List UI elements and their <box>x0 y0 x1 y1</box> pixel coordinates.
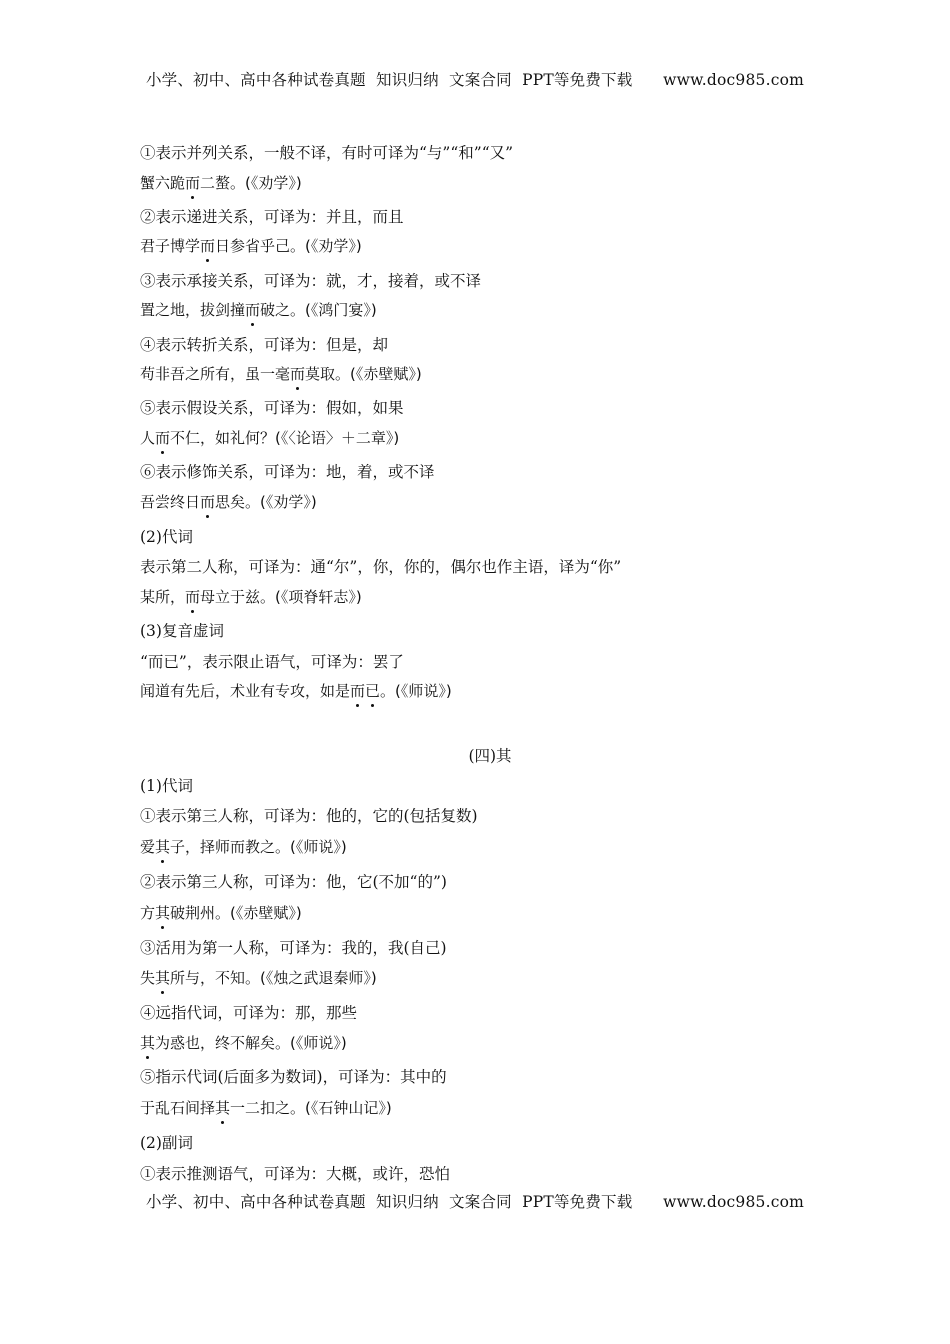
definition-line <box>140 270 481 292</box>
definition-line <box>140 805 478 827</box>
text-segment: 日参省乎己。(《劝学》) <box>215 237 362 255</box>
definition-line <box>140 1163 450 1185</box>
text-segment: (2)代词 <box>140 528 193 546</box>
text-segment: ④远指代词，可译为：那，那些 <box>140 1004 358 1022</box>
text-segment: 不仁，如礼何？(《〈论语〉＋二章》) <box>170 429 400 447</box>
example-line <box>140 680 452 702</box>
definition-line <box>140 334 388 356</box>
emphasized-char: 而 <box>290 365 306 383</box>
definition-line <box>140 526 193 548</box>
emphasized-char: 其 <box>155 904 171 922</box>
text-segment: ①表示第三人称，可译为：他的，它的(包括复数) <box>140 807 478 825</box>
definition-line <box>140 206 404 228</box>
emphasized-char: 而 <box>200 237 216 255</box>
text-segment: 思矣。(《劝学》) <box>215 493 317 511</box>
text-segment: 子，择师而教之。(《师说》) <box>170 838 347 856</box>
text-segment: 于乱石间择 <box>140 1099 216 1117</box>
text-segment: 破荆州。(《赤壁赋》) <box>170 904 302 922</box>
text-segment: ③表示承接关系，可译为：就，才，接着，或不译 <box>140 272 482 290</box>
emphasized-char: 而 <box>350 682 366 700</box>
section-title: (四)其 <box>468 747 512 765</box>
page-footer: 小学、初中、高中各种试卷真题 知识归纳 文案合同 PPT等免费下载 www.doc985.com <box>145 1193 805 1211</box>
text-segment: “而已”，表示限止语气，可译为：罢了 <box>140 653 404 671</box>
text-segment: ④表示转折关系，可译为：但是，却 <box>140 336 389 354</box>
example-line <box>140 967 377 989</box>
emphasized-char: 而 <box>155 429 171 447</box>
text-segment: 母立于兹。(《项脊轩志》) <box>200 588 362 606</box>
text-segment: ⑤指示代词(后面多为数词)，可译为：其中的 <box>140 1068 447 1086</box>
text-segment: ②表示第三人称，可译为：他，它(不加“的”) <box>140 873 447 891</box>
page-header: 小学、初中、高中各种试卷真题 知识归纳 文案合同 PPT等免费下载 www.doc985.com <box>145 71 805 89</box>
text-segment: 人 <box>140 429 156 447</box>
text-segment: 失 <box>140 969 156 987</box>
text-segment: 闻道有先后，术业有专攻，如是 <box>140 682 351 700</box>
example-line <box>140 491 317 513</box>
definition-line <box>140 1132 193 1154</box>
text-segment: ①表示并列关系，一般不译，有时可译为“与”“和”“又” <box>140 144 514 162</box>
text-segment: ③活用为第一人称，可译为：我的，我(自己) <box>140 939 447 957</box>
definition-line <box>140 461 435 483</box>
text-segment: 为惑也，终不解矣。(《师说》) <box>155 1034 347 1052</box>
example-line <box>140 299 377 321</box>
text-segment: 二螯。(《劝学》) <box>200 174 302 192</box>
definition-line <box>140 1002 357 1024</box>
text-segment: 莫取。(《赤壁赋》) <box>305 365 422 383</box>
text-segment: ⑥表示修饰关系，可译为：地，着，或不译 <box>140 463 435 481</box>
emphasized-char: 而 <box>245 301 261 319</box>
text-segment: 某所， <box>140 588 186 606</box>
definition-line <box>140 1066 447 1088</box>
text-segment: 蟹六跪 <box>140 174 186 192</box>
emphasized-char: 其 <box>155 838 171 856</box>
emphasized-char: 而 <box>185 588 201 606</box>
text-segment: (3)复音虚词 <box>140 622 224 640</box>
emphasized-char: 而 <box>185 174 201 192</box>
emphasized-char: 而 <box>200 493 216 511</box>
emphasized-char: 其 <box>155 969 171 987</box>
text-segment: ①表示推测语气，可译为：大概，或许，恐怕 <box>140 1165 451 1183</box>
example-line <box>140 363 422 385</box>
text-segment: 爱 <box>140 838 156 856</box>
definition-line <box>140 871 447 893</box>
example-line <box>140 836 347 858</box>
definition-line <box>140 620 224 642</box>
example-line <box>140 586 362 608</box>
text-segment: 表示第二人称，可译为：通“尔”，你，你的，偶尔也作主语，译为“你” <box>140 558 622 576</box>
example-line <box>140 1097 392 1119</box>
text-segment: 。(《师说》) <box>380 682 452 700</box>
text-segment: 一二扣之。(《石钟山记》) <box>230 1099 392 1117</box>
definition-line <box>140 556 621 578</box>
text-segment: ②表示递进关系，可译为：并且，而且 <box>140 208 404 226</box>
text-segment: 吾尝终日 <box>140 493 201 511</box>
emphasized-char: 其 <box>140 1034 156 1052</box>
example-line <box>140 902 302 924</box>
text-segment: 君子博学 <box>140 237 201 255</box>
text-segment: (1)代词 <box>140 777 193 795</box>
definition-line <box>140 651 404 673</box>
definition-line <box>140 142 513 164</box>
definition-line <box>140 397 404 419</box>
text-segment: ⑤表示假设关系，可译为：假如，如果 <box>140 399 404 417</box>
text-segment: 方 <box>140 904 156 922</box>
text-segment: 破之。(《鸿门宴》) <box>260 301 377 319</box>
text-segment: (2)副词 <box>140 1134 193 1152</box>
example-line <box>140 235 362 257</box>
emphasized-char: 其 <box>215 1099 231 1117</box>
text-segment: 置之地，拔剑撞 <box>140 301 246 319</box>
example-line <box>140 427 399 449</box>
definition-line <box>140 775 193 797</box>
example-line <box>140 172 302 194</box>
definition-line <box>140 937 447 959</box>
example-line <box>140 1032 347 1054</box>
emphasized-char: 已 <box>365 682 381 700</box>
text-segment: 所与，不知。(《烛之武退秦师》) <box>170 969 377 987</box>
text-segment: 苟非吾之所有，虽一毫 <box>140 365 291 383</box>
